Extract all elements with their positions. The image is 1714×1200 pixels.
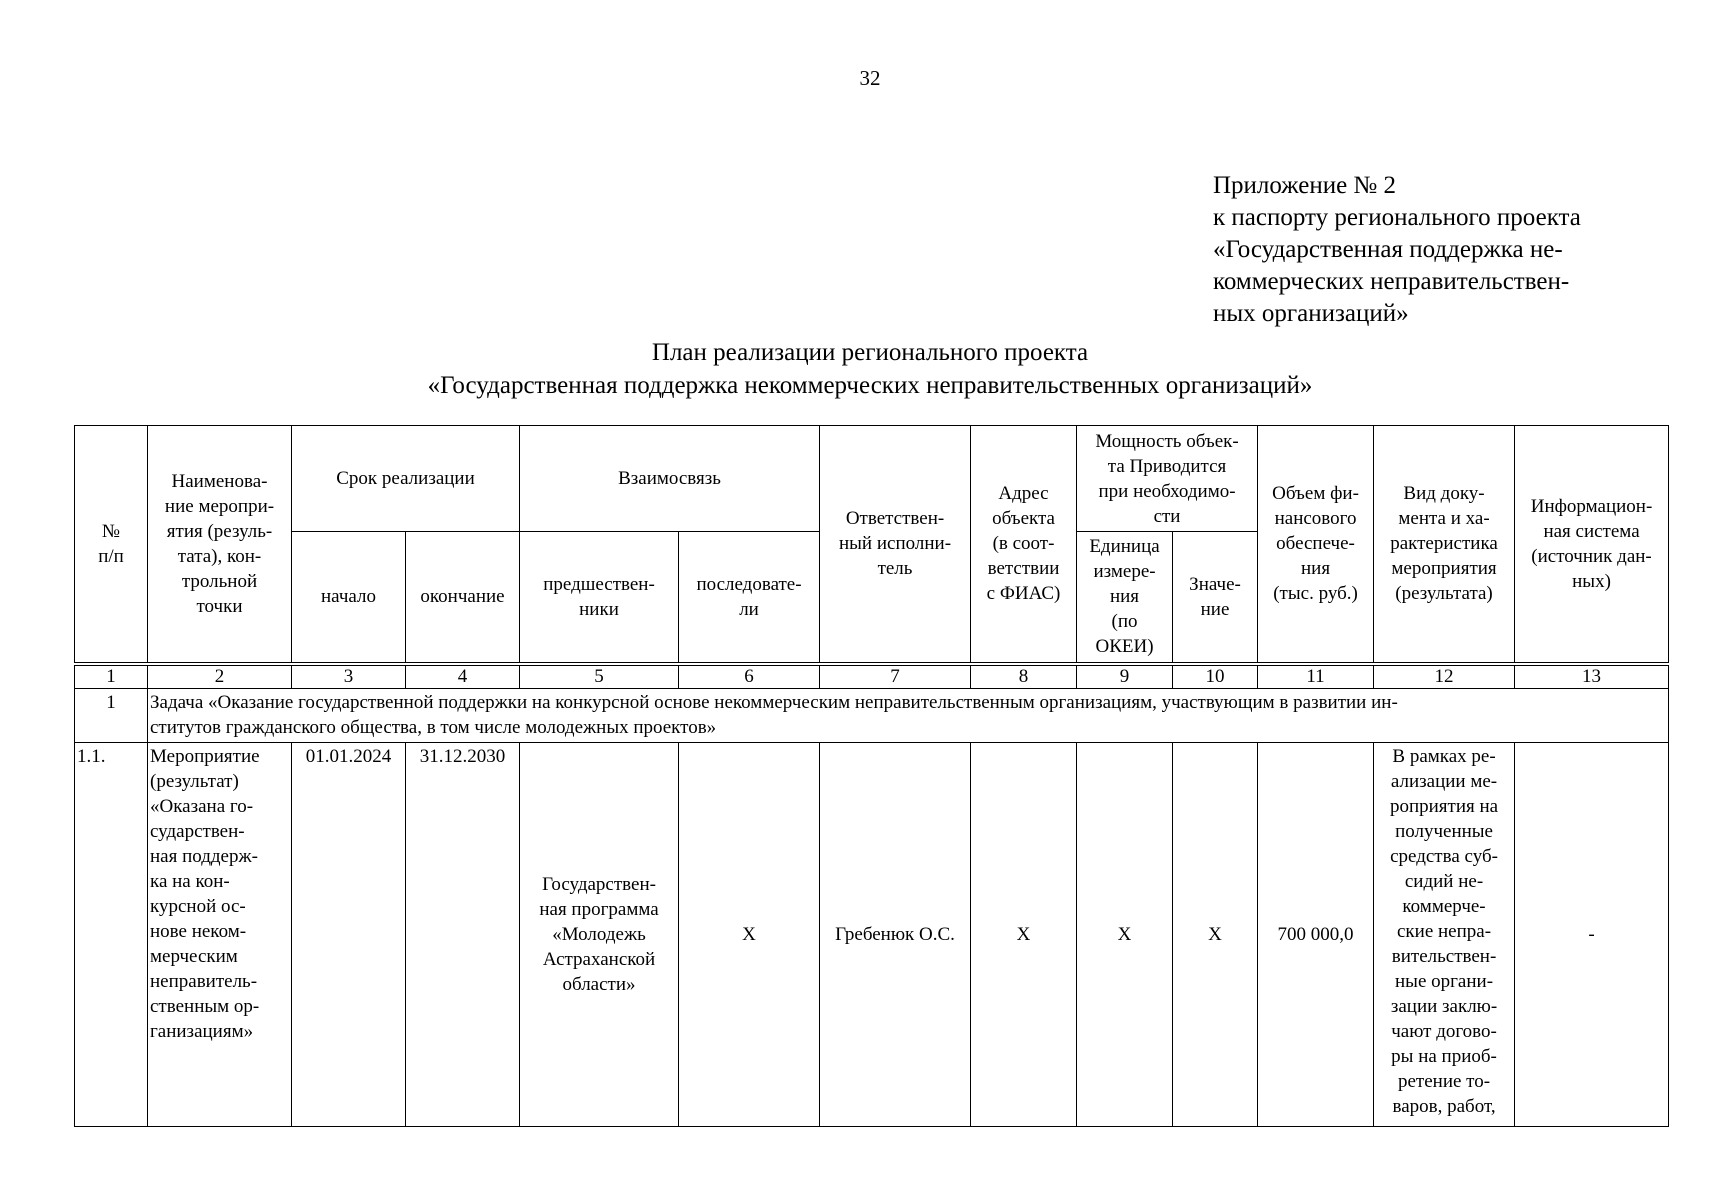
row-capacity-value: X <box>1173 742 1258 1126</box>
plan-title-line: План реализации регионального проекта <box>651 339 1089 366</box>
row-number: 1.1. <box>75 742 148 1126</box>
row-predecessors: Государствен- ная программа «Молодежь Астраханской области» <box>520 742 679 1126</box>
column-number-row <box>75 664 1669 689</box>
appendix-line: коммерческих неправительствен- <box>1213 268 1570 295</box>
header-info-system: Информацион- ная система (источник дан- ных) <box>1515 426 1669 664</box>
header-term-end: окончание <box>406 532 520 664</box>
appendix-heading <box>1213 170 1693 330</box>
task-text: Задача «Оказание государственной поддержки на конкурсной основе некоммерческим неправительственным организациям, участвующим в развитии ин- ститутов гражданского общества, в том числе молодежных проектов» <box>148 688 1669 742</box>
column-number: 3 <box>292 664 406 689</box>
header-capacity-value: Значе- ние <box>1173 532 1258 664</box>
column-number: 2 <box>148 664 292 689</box>
appendix-line: Приложение № 2 <box>1213 172 1397 199</box>
row-address: X <box>971 742 1077 1126</box>
column-number: 7 <box>820 664 971 689</box>
row-start-date: 01.01.2024 <box>292 742 406 1126</box>
header-address: Адрес объекта (в соот- ветствии с ФИАС) <box>971 426 1077 664</box>
row-end-date: 31.12.2030 <box>406 742 520 1126</box>
header-capacity-unit: Единица измере- ния (по ОКЕИ) <box>1077 532 1173 664</box>
column-number: 6 <box>679 664 820 689</box>
plan-table <box>74 425 1669 1127</box>
header-num: № п/п <box>75 426 148 664</box>
column-number: 5 <box>520 664 679 689</box>
header-name: Наименова- ние меропри- ятия (резуль- тата), кон- трольной точки <box>148 426 292 664</box>
column-number: 13 <box>1515 664 1669 689</box>
column-number: 8 <box>971 664 1077 689</box>
header-link-prev: предшествен- ники <box>520 532 679 664</box>
task-row <box>75 688 1669 742</box>
appendix-line: «Государственная поддержка не- <box>1213 236 1563 263</box>
column-number: 9 <box>1077 664 1173 689</box>
column-number: 1 <box>75 664 148 689</box>
row-capacity-unit: X <box>1077 742 1173 1126</box>
header-term: Срок реализации <box>292 426 520 532</box>
task-number: 1 <box>75 688 148 742</box>
row-responsible: Гребенюк О.С. <box>820 742 971 1126</box>
row-successors: X <box>679 742 820 1126</box>
appendix-line: ных организаций» <box>1213 300 1409 327</box>
header-finance: Объем фи- нансового обеспече- ния (тыс. руб.) <box>1258 426 1374 664</box>
header-capacity: Мощность объек- та Приводится при необходимо- сти <box>1077 426 1258 532</box>
page-number: 32 <box>859 66 881 90</box>
header-link-next: последовате- ли <box>679 532 820 664</box>
header-link: Взаимосвязь <box>520 426 820 532</box>
header-responsible: Ответствен- ный исполни- тель <box>820 426 971 664</box>
appendix-line: к паспорту регионального проекта <box>1213 204 1581 231</box>
header-doc-type: Вид доку- мента и ха- рактеристика мероприятия (результата) <box>1374 426 1515 664</box>
column-number: 12 <box>1374 664 1515 689</box>
plan-title <box>0 336 1714 402</box>
row-info-system: - <box>1515 742 1669 1126</box>
row-finance: 700 000,0 <box>1258 742 1374 1126</box>
row-document-type: В рамках ре- ализации ме- роприятия на полученные средства суб- сидий не- коммерче- ские непра- вительствен- ные органи- зации заклю- чают догово- ры на приоб- ретение то- варов, работ, <box>1374 742 1515 1126</box>
table-row <box>75 742 1669 1126</box>
header-term-start: начало <box>292 532 406 664</box>
column-number: 11 <box>1258 664 1374 689</box>
plan-title-line: «Государственная поддержка некоммерческих неправительственных организаций» <box>427 372 1313 399</box>
column-number: 10 <box>1173 664 1258 689</box>
column-number: 4 <box>406 664 520 689</box>
row-activity-name: Мероприятие (результат) «Оказана го- сударствен- ная поддерж- ка на кон- курсной ос- нове неком- мерческим неправитель- ственным ор- ганизациям» <box>148 742 292 1126</box>
